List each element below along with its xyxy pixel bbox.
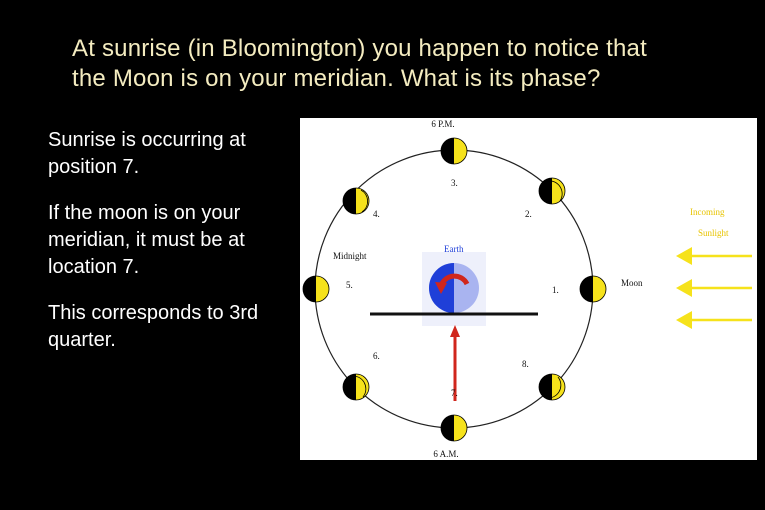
moon-position-7 xyxy=(441,415,467,441)
bullet-phase: This corresponds to 3rd quarter. xyxy=(48,302,259,351)
title-line-1: At sunrise (in Bloomington) you happen to notice that xyxy=(72,35,647,62)
position-label-4: 4. xyxy=(373,209,380,219)
position-label-6: 6. xyxy=(373,351,380,361)
bullet-meridian: If the moon is on your meridian, it must be at location 7. xyxy=(48,202,245,278)
title-line-2: the Moon is on your meridian. What is its phase? xyxy=(72,65,601,92)
label-earth: Earth xyxy=(444,244,464,254)
explanation-text xyxy=(48,127,288,373)
moon-position-1 xyxy=(580,276,606,302)
label-6pm: 6 P.M. xyxy=(431,119,455,129)
label-moon: Moon xyxy=(621,278,643,288)
label-sunlight: Sunlight xyxy=(698,228,729,238)
position-label-5: 5. xyxy=(346,280,353,290)
position-label-2: 2. xyxy=(525,209,532,219)
position-label-7: 7. xyxy=(451,388,458,398)
label-incoming: Incoming xyxy=(690,207,725,217)
moon-position-3 xyxy=(441,138,467,164)
position-label-8: 8. xyxy=(522,359,529,369)
label-midnight: Midnight xyxy=(333,251,367,261)
moon-position-8 xyxy=(539,374,565,400)
moon-position-5 xyxy=(303,276,329,302)
diagram-svg xyxy=(300,118,757,460)
moon-position-4 xyxy=(343,188,369,214)
moon-position-6 xyxy=(343,374,369,400)
position-label-1: 1. xyxy=(552,285,559,295)
moon-phase-diagram xyxy=(300,118,757,460)
slide-title xyxy=(72,34,762,94)
moon-position-2 xyxy=(539,178,565,204)
position-label-3: 3. xyxy=(451,178,458,188)
label-6am: 6 A.M. xyxy=(433,449,459,459)
bullet-sunrise: Sunrise is occurring at position 7. xyxy=(48,129,246,178)
